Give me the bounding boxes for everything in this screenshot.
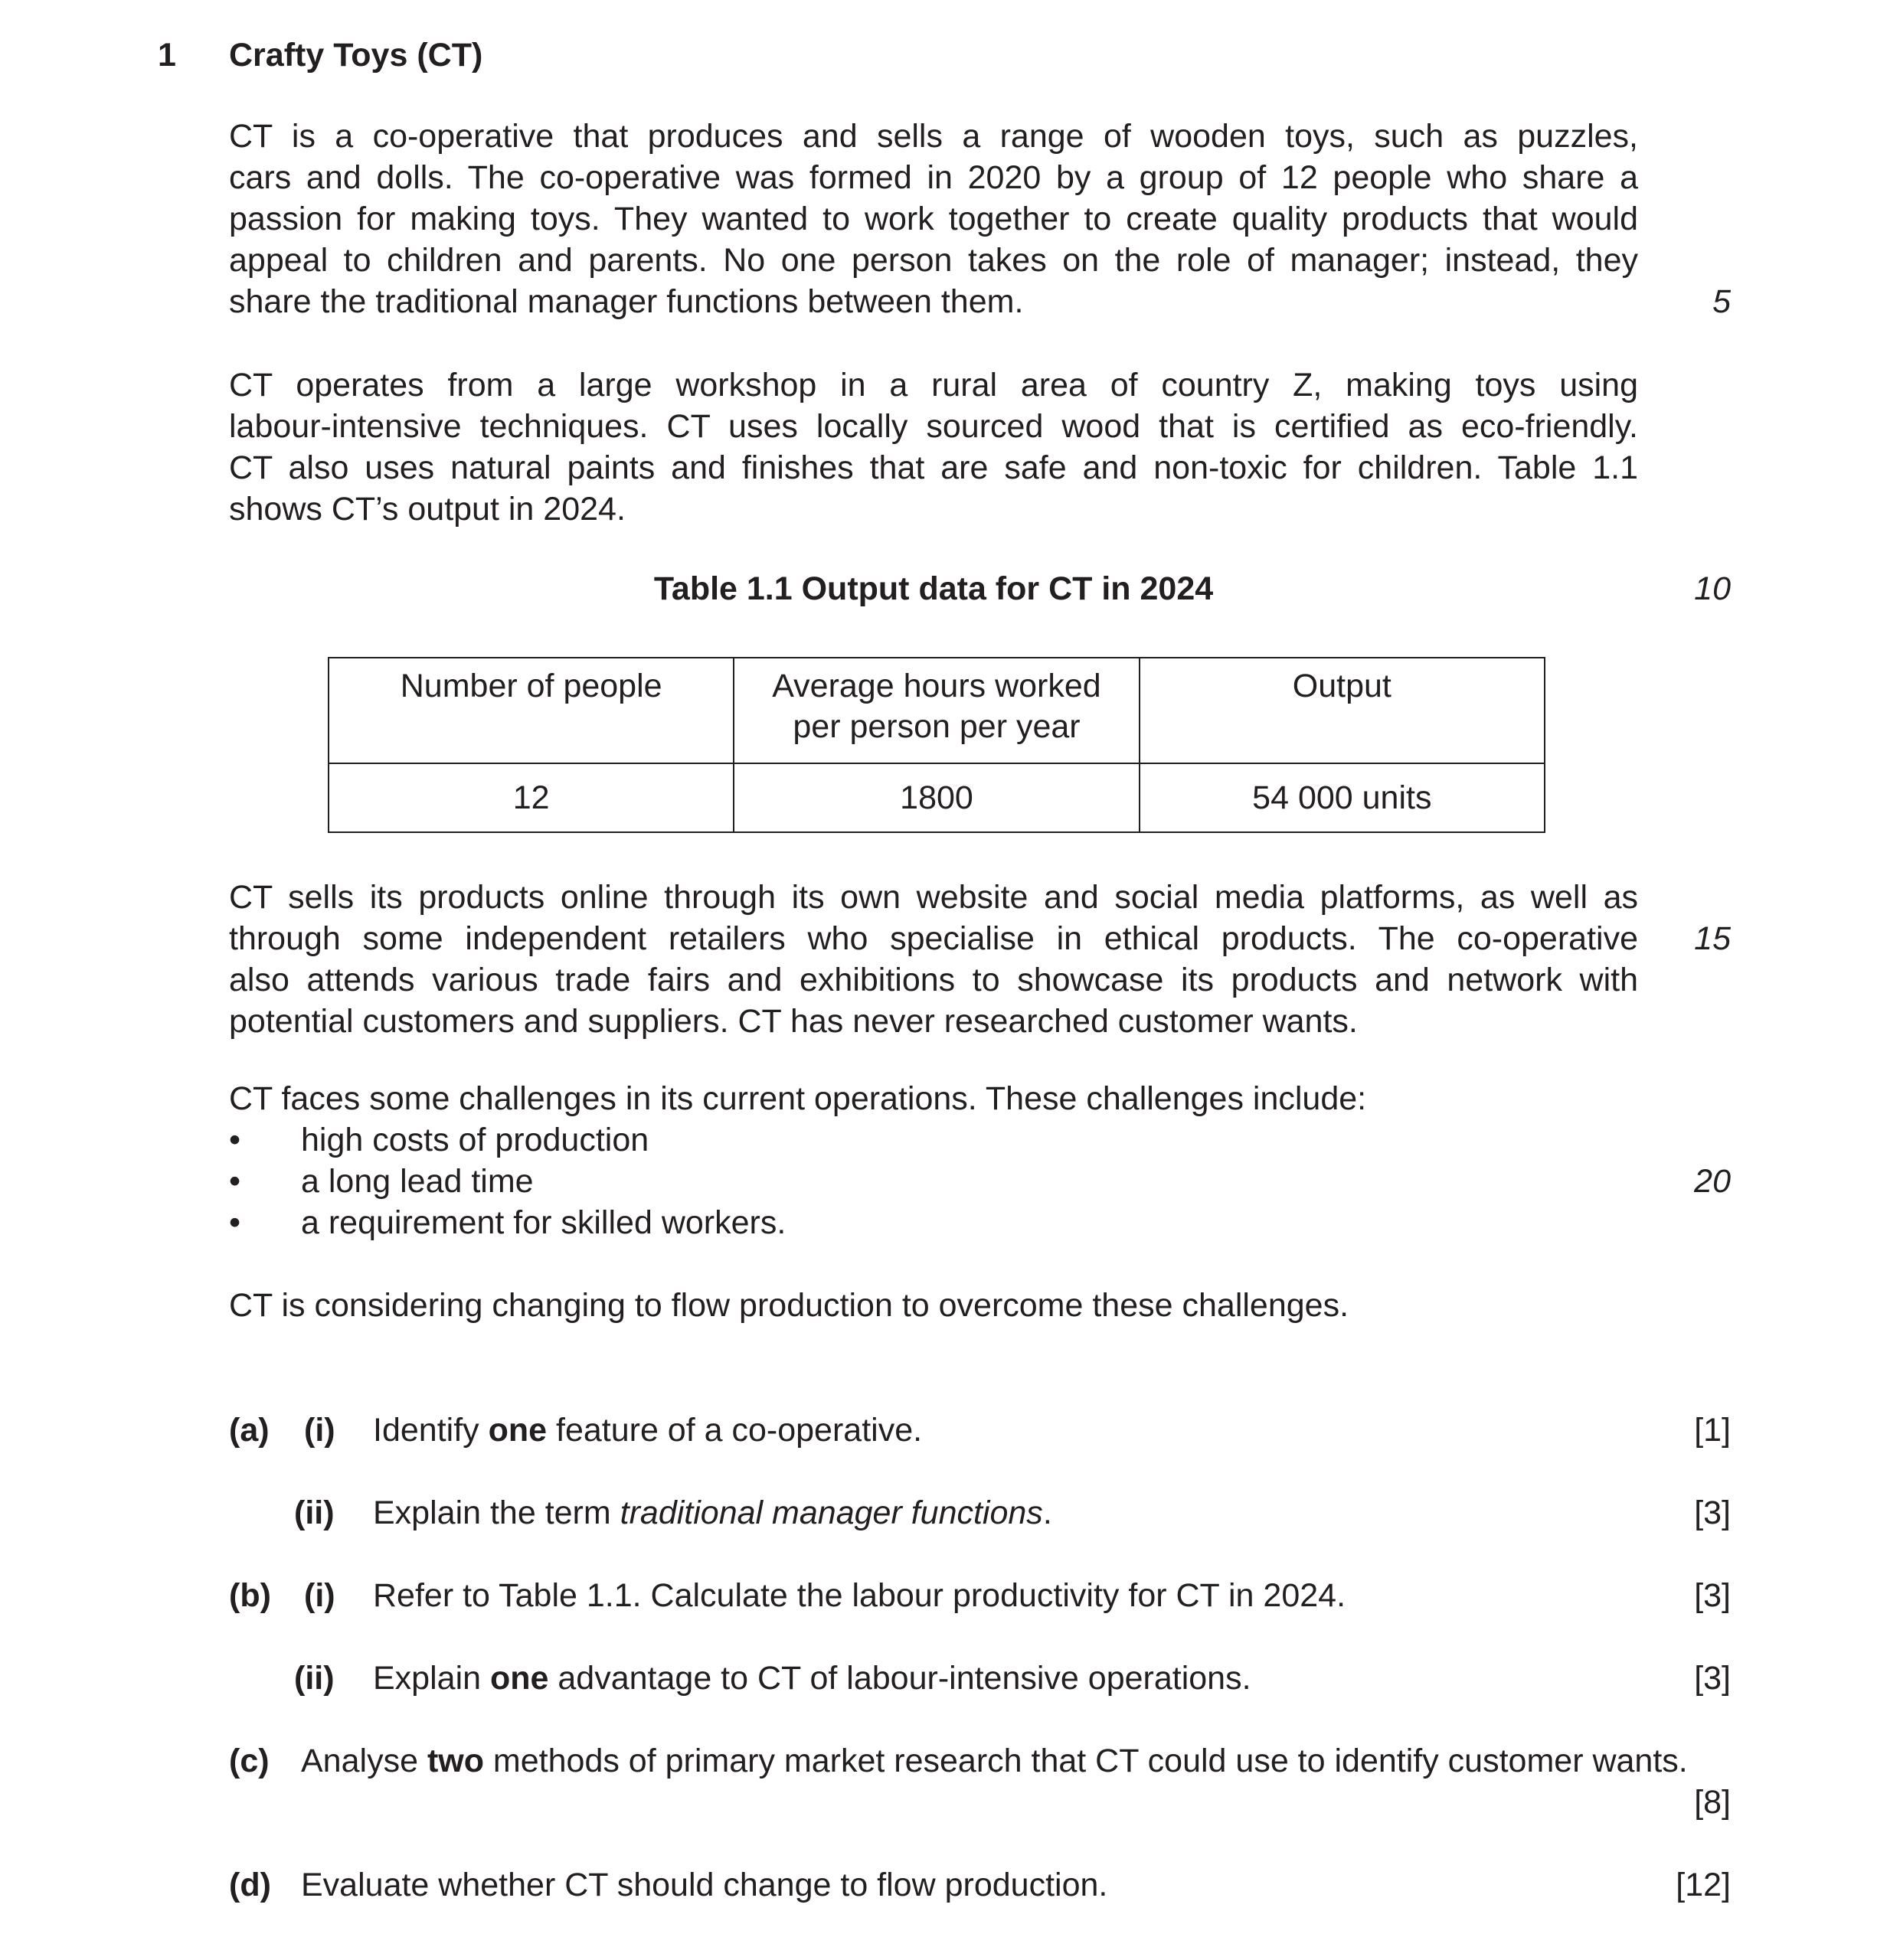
paragraph-line: also attends various trade fairs and exhibitions to showcase its products and network with [229,962,1638,998]
question-a-ii-text: Explain the term traditional manager functions. [373,1494,1052,1531]
table-header-cell: Number of people [329,658,734,763]
table-row [329,763,1545,832]
line-number-20: 20 [1694,1163,1731,1200]
table-header-cell: Output [1140,658,1545,763]
paragraph-line: share the traditional manager functions between them. [229,283,1024,320]
table-header-row [329,658,1545,763]
paragraph-line: CT also uses natural paints and finishes that are safe and non-toxic for children. Table 1.1 [229,449,1638,486]
question-b-label: (b) [229,1577,271,1614]
line-number-15: 15 [1694,920,1731,957]
paragraph-line: potential customers and suppliers. CT has never researched customer wants. [229,1003,1358,1040]
question-c-text: Analyse two methods of primary market research that CT could use to identify customer wants. [301,1743,1688,1779]
question-b-i-text: Refer to Table 1.1. Calculate the labour productivity for CT in 2024. [373,1577,1346,1614]
paragraph-line: through some independent retailers who specialise in ethical products. The co-operative [229,920,1638,957]
paragraph-line: CT is a co-operative that produces and sells a range of wooden toys, such as puzzles, [229,118,1638,155]
paragraph-line: cars and dolls. The co-operative was formed in 2020 by a group of 12 people who share a [229,159,1638,196]
paragraph-line: passion for making toys. They wanted to work together to create quality products that would [229,201,1638,237]
paragraph-line: labour-intensive techniques. CT uses locally sourced wood that is certified as eco-friendly. [229,408,1638,445]
paragraph-intro [229,116,1638,322]
paragraph-line: appeal to children and parents. No one person takes on the role of manager; instead, they [229,242,1638,279]
table-cell: 54 000 units [1140,763,1545,832]
line-number-5: 5 [1712,283,1731,320]
bullet-icon: • [229,1122,241,1158]
challenges-intro: CT faces some challenges in its current operations. These challenges include: [229,1080,1367,1117]
question-a-ii-mark: [3] [1694,1494,1731,1531]
paragraph-sales [229,877,1638,1042]
question-a-i-label: (i) [304,1412,335,1449]
question-c-mark: [8] [1694,1784,1731,1821]
table-cell: 12 [329,763,734,832]
paragraph-line: shows CT’s output in 2024. [229,491,626,528]
question-a-ii-label: (ii) [294,1494,335,1531]
question-a-i-mark: [1] [1694,1412,1731,1449]
line-number-10: 10 [1694,570,1731,607]
question-b-i-mark: [3] [1694,1577,1731,1614]
output-data-table [328,657,1545,833]
table-header-cell: Average hours worked per person per year [734,658,1139,763]
table-cell: 1800 [734,763,1139,832]
question-b-ii-text: Explain one advantage to CT of labour-intensive operations. [373,1660,1251,1697]
question-a-i-text: Identify one feature of a co-operative. [373,1412,923,1449]
bullet-icon: • [229,1204,241,1241]
paragraph-line: CT operates from a large workshop in a rural area of country Z, making toys using [229,367,1638,403]
bullet-icon: • [229,1163,241,1200]
question-b-i-label: (i) [304,1577,335,1614]
case-study-title: Crafty Toys (CT) [229,37,483,74]
question-b-ii-label: (ii) [294,1660,335,1697]
paragraph-flow-production: CT is considering changing to flow production to overcome these challenges. [229,1287,1349,1324]
table-caption: Table 1.1 Output data for CT in 2024 [653,570,1214,607]
paragraph-line: CT sells its products online through its own website and social media platforms, as well as [229,879,1638,916]
question-d-label: (d) [229,1867,271,1903]
question-a-label: (a) [229,1412,270,1449]
paragraph-operations [229,364,1638,530]
exam-page: 1 Crafty Toys (CT) CT is a co-operative that produces and sells a range of wooden toys, such as puzzles, cars and dolls. The co-operative was formed in 2020 by a group of 12 people who share a passion for making toys. They wanted to work together to create quality products that would appeal to children and parents. No one person takes on the role of manager; instead, they share the traditional manager functions between them. 5 CT operates from a large workshop in a rural area of country Z, making toys using labour-intensive techniques. CT uses locally sourced wood that is certified as eco-friendly. CT also uses natural paints and finishes that are safe and non-toxic for children. Table 1.1 shows CT’s output in 2024. Table 1.1 Output data for CT in 2024 10 Number of people Average hours worked per person per year Output 12 1800 54 000 units CT sells its products online through its own website and social media platforms, as well as through some independent retailers who specialise in ethical products. The co-operative also attends various trade fairs and exhibitions to showcase its products and network with potential customers and suppliers. CT has never researched customer wants. 15 CT faces some challenges in its current operations. These challenges include: • high costs of production • a long lead time • a requirement for skilled workers. 20 CT is considering changing to flow production to overcome these challenges. (a) (i) Identify one feature of a co-operative. [1] (ii) Explain the term traditional manager functions. [3] (b) (i) Refer to Table 1.1. Calculate the labour productivity for CT in 2024. [3] (ii) Explain one advantage to CT of labour-intensive operations. [3] (c) Analyse two methods of primary market research that CT could use to identify customer wants. [8] (d) Evaluate whether CT should change to flow production. [12] [0,0,1900,1960]
question-number: 1 [158,37,176,74]
question-d-text: Evaluate whether CT should change to flow production. [301,1867,1108,1903]
question-b-ii-mark: [3] [1694,1660,1731,1697]
question-c-label: (c) [229,1743,270,1779]
question-d-mark: [12] [1676,1867,1731,1903]
